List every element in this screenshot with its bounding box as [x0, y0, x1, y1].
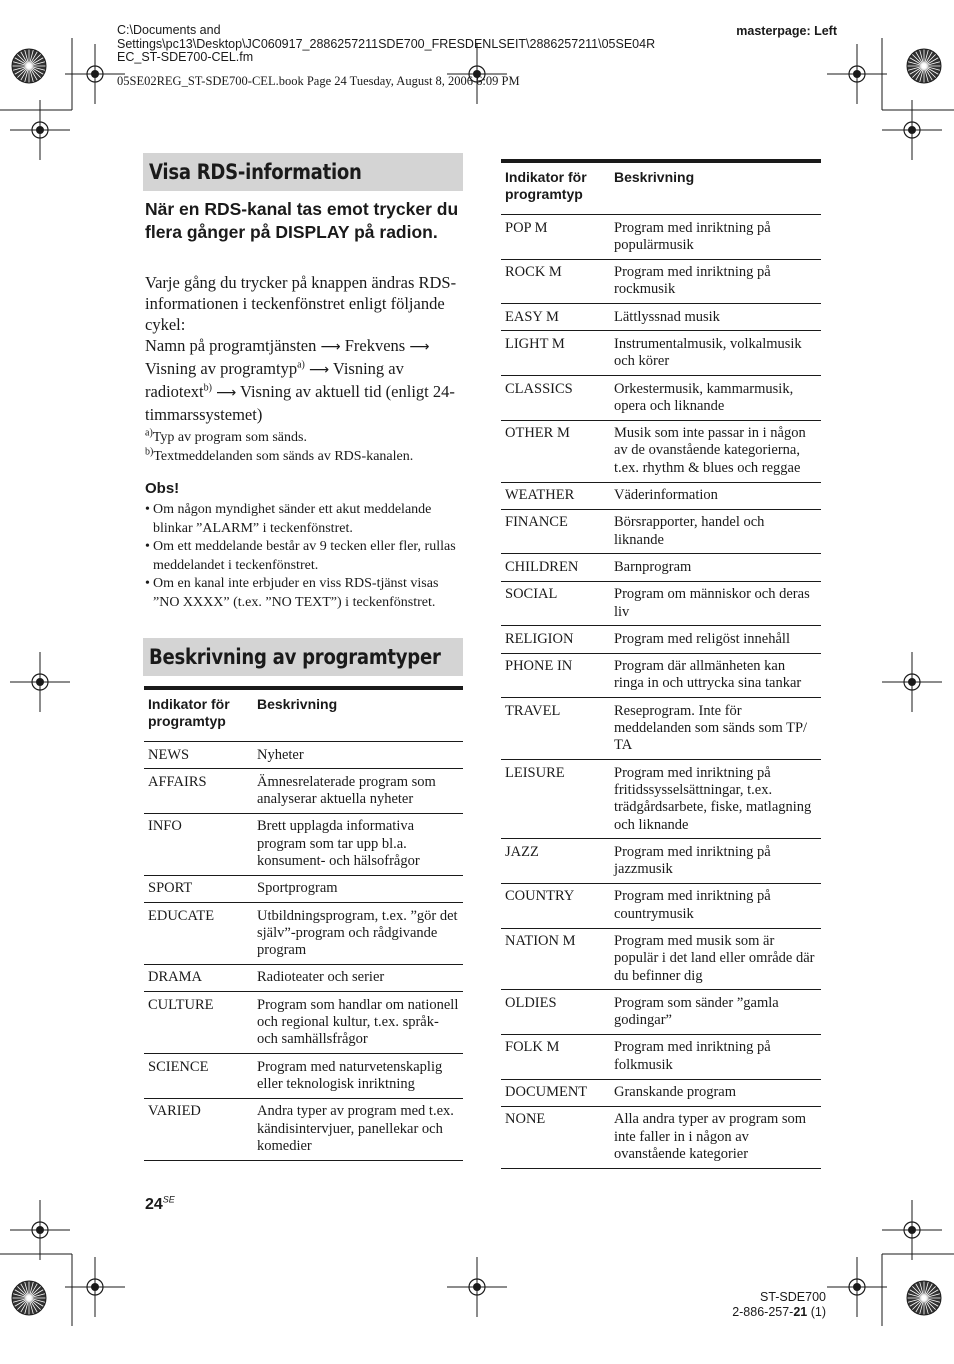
column-header-description: Beskrivning: [610, 161, 821, 215]
section-heading-text: Beskrivning av programtyper: [149, 645, 441, 669]
registration-crosshair-icon: [10, 652, 70, 712]
registration-crosshair-icon: [827, 44, 887, 104]
program-type-description: Nyheter: [253, 742, 463, 769]
footnote: $^{a)}$Typ av program som sänds.: [145, 427, 307, 445]
part-number: 2-886-257-21 (1): [732, 1305, 826, 1319]
program-type-code: RELIGION: [501, 626, 610, 653]
program-type-table-left: [144, 686, 463, 1161]
program-type-code: DOCUMENT: [501, 1079, 610, 1106]
model-footer: [732, 1290, 826, 1320]
section-heading-programtyper: [143, 638, 463, 676]
table-row: [501, 215, 821, 260]
program-type-description: Radioteater och serier: [253, 964, 463, 991]
table-row: [501, 509, 821, 554]
program-type-description: Sportprogram: [253, 875, 463, 902]
program-type-code: EASY M: [501, 304, 610, 331]
program-type-description: Program med religöst innehåll: [610, 626, 821, 653]
table-row: [144, 875, 463, 902]
program-type-code: NEWS: [144, 742, 253, 769]
program-type-description: Andra typer av program med t.ex. kändisintervjuer, panellekar och komedier: [253, 1098, 463, 1160]
file-path: [117, 24, 717, 65]
footnotes: [145, 428, 467, 466]
arrow-right-icon: ⟶: [216, 385, 237, 401]
program-type-description: Program om människor och deras liv: [610, 581, 821, 626]
registration-crosshair-icon: [65, 1257, 125, 1317]
program-type-code: TRAVEL: [501, 698, 610, 760]
program-type-code: INFO: [144, 813, 253, 875]
model-name: ST-SDE700: [759, 1290, 826, 1304]
program-type-code: FINANCE: [501, 509, 610, 554]
program-type-code: LEISURE: [501, 760, 610, 839]
table-row: [501, 883, 821, 928]
program-type-description: Väderinformation: [610, 482, 821, 509]
program-type-description: Musik som inte passar in i någon av de ovanstående kategorierna, t.ex. rhythm & blues och reggae: [610, 420, 821, 482]
footnote-ref: b): [203, 382, 212, 394]
table-row: [144, 964, 463, 991]
registration-starburst-icon: [12, 49, 46, 83]
program-type-description: Barnprogram: [610, 554, 821, 581]
program-type-code: PHONE IN: [501, 653, 610, 698]
registration-starburst-icon: [907, 1281, 941, 1315]
file-path-line: EC_ST-SDE700-CEL.fm: [117, 50, 254, 64]
program-type-code: SOCIAL: [501, 581, 610, 626]
table-row: [144, 1098, 463, 1160]
program-type-code: CLASSICS: [501, 376, 610, 421]
table-row: [501, 304, 821, 331]
table-row: [501, 626, 821, 653]
table-row: [501, 581, 821, 626]
table-row: [501, 259, 821, 304]
program-type-table-right: [501, 159, 821, 1169]
program-type-description: Program med inriktning på countrymusik: [610, 883, 821, 928]
program-type-description: Ämnesrelaterade program som analyserar aktuella nyheter: [253, 769, 463, 814]
program-type-description: Orkestermusik, kammarmusik, opera och liknande: [610, 376, 821, 421]
table-row: [144, 742, 463, 769]
note-list: [145, 501, 467, 612]
program-type-description: Program som sänder ”gamla godingar”: [610, 990, 821, 1035]
column-header-indicator: Indikator för programtyp: [501, 161, 610, 215]
table-row: [144, 813, 463, 875]
section-heading-text: Visa RDS-information: [149, 160, 362, 184]
program-type-code: SPORT: [144, 875, 253, 902]
table-header-row: [501, 161, 821, 215]
file-path-line: C:\Documents and: [117, 23, 221, 37]
program-type-description: Reseprogram. Inte för meddelanden som sänds som TP/ TA: [610, 698, 821, 760]
table-row: [501, 1079, 821, 1106]
program-type-description: Program med musik som är populär i det land eller område där du befinner dig: [610, 928, 821, 990]
body-text: [145, 272, 467, 425]
registration-crosshair-icon: [827, 1257, 887, 1317]
program-type-description: Alla andra typer av program som inte faller in i någon av ovanstående kategorier: [610, 1106, 821, 1168]
registration-crosshair-icon: [882, 100, 942, 160]
program-type-code: NATION M: [501, 928, 610, 990]
program-type-description: Program med inriktning på fritidssysselsättningar, t.ex. trädgårdsarbete, fiske, matlagning och liknande: [610, 760, 821, 839]
column-header-description: Beskrivning: [253, 688, 463, 742]
section-heading-rds: [143, 153, 463, 191]
table-row: [501, 990, 821, 1035]
registration-starburst-icon: [907, 49, 941, 83]
subheading: När en RDS-kanal tas emot trycker du flera gånger på DISPLAY på radion.: [145, 199, 459, 242]
program-type-code: AFFAIRS: [144, 769, 253, 814]
registration-starburst-icon: [12, 1281, 46, 1315]
program-type-code: POP M: [501, 215, 610, 260]
note-item: • Om någon myndighet sänder ett akut meddelande blinkar ”ALARM” i teckenfönstret.: [145, 501, 467, 538]
table-row: [501, 482, 821, 509]
arrow-right-icon: ⟶: [409, 339, 430, 355]
program-type-description: Program med inriktning på populärmusik: [610, 215, 821, 260]
registration-crosshair-icon: [882, 652, 942, 712]
table-row: [144, 992, 463, 1054]
program-type-code: ROCK M: [501, 259, 610, 304]
registration-crosshair-icon: [10, 100, 70, 160]
note-item: • Om en kanal inte erbjuder en viss RDS-tjänst visas ”NO XXXX” (t.ex. ”NO TEXT”) i teckenfönstret.: [145, 575, 467, 612]
table-row: [501, 760, 821, 839]
table-row: [501, 331, 821, 376]
program-type-description: Instrumentalmusik, volkalmusik och körer: [610, 331, 821, 376]
table-row: [501, 1034, 821, 1079]
registration-crosshair-icon: [882, 1200, 942, 1260]
program-type-code: VARIED: [144, 1098, 253, 1160]
program-type-code: COUNTRY: [501, 883, 610, 928]
book-info-line: 05SE02REG_ST-SDE700-CEL.book Page 24 Tuesday, August 8, 2006 6:09 PM: [117, 74, 520, 88]
display-cycle: Namn på programtjänsten ⟶ Frekvens ⟶ Visning av programtyp$^{a)}$ ⟶ Visning av radiotext$^{b)}$ ⟶ Visning av aktuell tid (enligt 24-timmarssystemet): [145, 336, 455, 424]
program-type-description: Granskande program: [610, 1079, 821, 1106]
program-type-description: Program där allmänheten kan ringa in och uttrycka sina tankar: [610, 653, 821, 698]
table-row: [501, 554, 821, 581]
program-type-code: LIGHT M: [501, 331, 610, 376]
file-path-line: Settings\pc13\Desktop\JC060917_2886257211SDE700_FRESDENLSEIT\2886257211\05SE04R: [117, 36, 656, 51]
table-row: [144, 903, 463, 965]
arrow-right-icon: ⟶: [320, 339, 341, 355]
table-row: [501, 653, 821, 698]
note-title: Obs!: [145, 480, 180, 497]
column-header-indicator: Indikator för programtyp: [144, 688, 253, 742]
page-number: $24^{SE}$: [145, 1194, 175, 1213]
registration-crosshair-icon: [65, 44, 125, 104]
table-row: [501, 839, 821, 884]
table-row: [501, 698, 821, 760]
program-type-description: Program med inriktning på folkmusik: [610, 1034, 821, 1079]
program-type-code: CHILDREN: [501, 554, 610, 581]
program-type-code: SCIENCE: [144, 1054, 253, 1099]
footnote: $^{b)}$Textmeddelanden som sänds av RDS-kanalen.: [145, 446, 414, 464]
note-item: • Om ett meddelande består av 9 tecken eller fler, rullas meddelandet i teckenfönstret.: [145, 538, 467, 575]
table-row: [144, 1054, 463, 1099]
program-type-code: JAZZ: [501, 839, 610, 884]
table-row: [501, 928, 821, 990]
program-type-description: Program som handlar om nationell och regional kultur, t.ex. språk- och samhällsfrågor: [253, 992, 463, 1054]
masterpage-label: masterpage: Left: [736, 24, 837, 38]
program-type-description: Program med naturvetenskaplig eller teknologisk inriktning: [253, 1054, 463, 1099]
program-type-code: FOLK M: [501, 1034, 610, 1079]
program-type-code: WEATHER: [501, 482, 610, 509]
table-row: [501, 1106, 821, 1168]
program-type-description: Program med inriktning på rockmusik: [610, 259, 821, 304]
program-type-code: DRAMA: [144, 964, 253, 991]
program-type-code: EDUCATE: [144, 903, 253, 965]
table-row: [144, 769, 463, 814]
program-type-description: Utbildningsprogram, t.ex. ”gör det själv”-program och rådgivande program: [253, 903, 463, 965]
program-type-description: Brett upplagda informativa program som tar upp bl.a. konsument- och hälsofrågor: [253, 813, 463, 875]
intro-paragraph: Varje gång du trycker på knappen ändras RDS-informationen i teckenfönstret enligt följande cykel:: [145, 273, 457, 334]
table-row: [501, 420, 821, 482]
registration-crosshair-icon: [10, 1200, 70, 1260]
program-type-code: OLDIES: [501, 990, 610, 1035]
program-type-description: Lättlyssnad musik: [610, 304, 821, 331]
table-row: [501, 376, 821, 421]
registration-crosshair-icon: [447, 1257, 507, 1317]
program-type-description: Börsrapporter, handel och liknande: [610, 509, 821, 554]
arrow-right-icon: ⟶: [308, 362, 330, 378]
program-type-code: OTHER M: [501, 420, 610, 482]
program-type-code: CULTURE: [144, 992, 253, 1054]
footnote-ref: a): [297, 359, 305, 371]
table-header-row: [144, 688, 463, 742]
program-type-code: NONE: [501, 1106, 610, 1168]
program-type-description: Program med inriktning på jazzmusik: [610, 839, 821, 884]
